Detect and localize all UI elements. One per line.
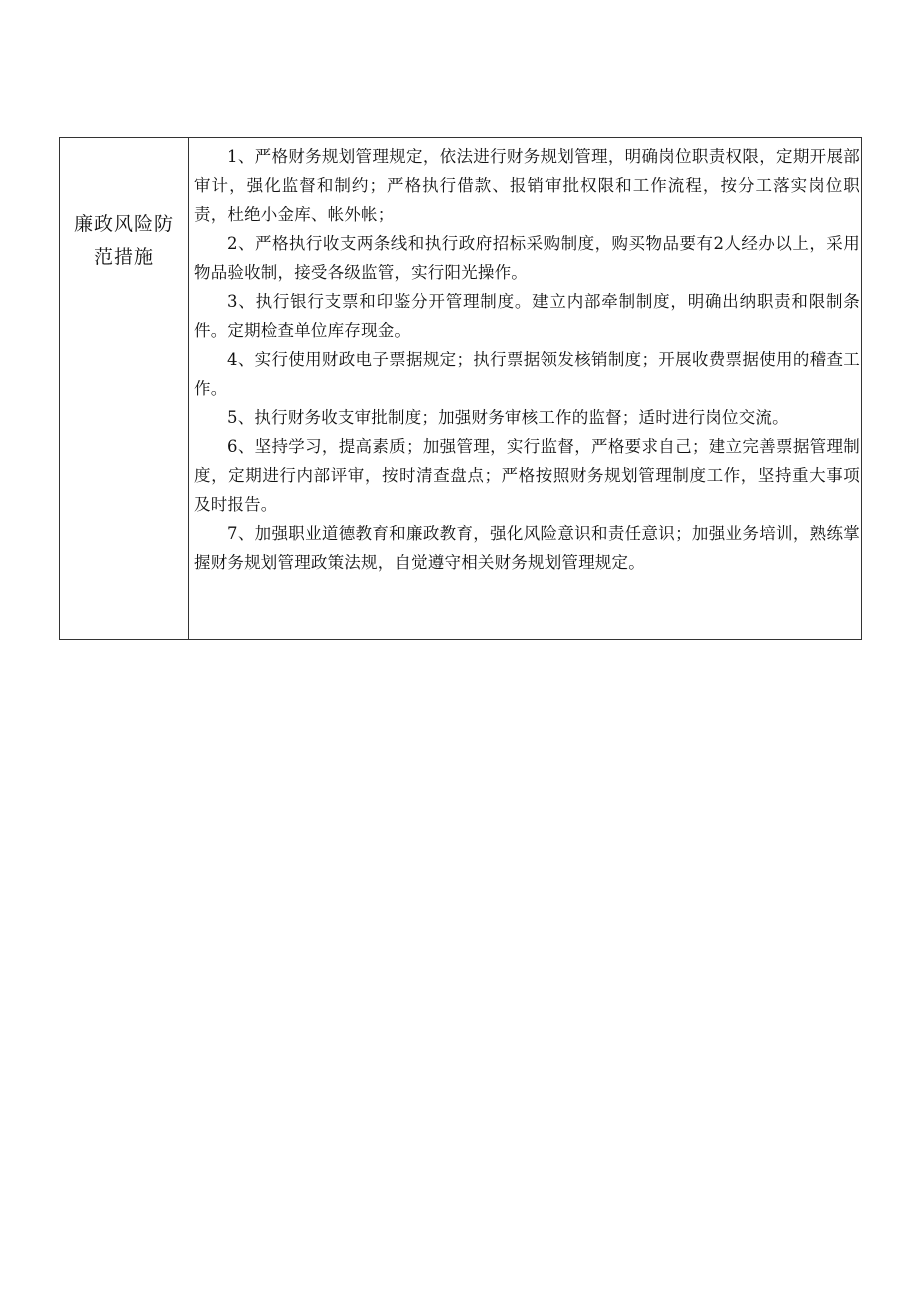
measure-item-6: 6、坚持学习，提高素质；加强管理，实行监督，严格要求自己；建立完善票据管理制度，定期进行内部评审，按时清查盘点；严格按照财务规划管理制度工作，坚持重大事项及时报告。: [194, 437, 860, 514]
measure-item-5: 5、执行财务收支审批制度；加强财务审核工作的监督；适时进行岗位交流。: [227, 408, 789, 427]
risk-measures-table: [59, 137, 862, 640]
measure-item-1: 1、严格财务规划管理规定，依法进行财务规划管理，明确岗位职责权限，定期开展部审计，强化监督和制约；严格执行借款、报销审批权限和工作流程，按分工落实岗位职责，杜绝小金库、帐外帐；: [194, 147, 860, 224]
measure-item-7: 7、加强职业道德教育和廉政教育，强化风险意识和责任意识；加强业务培训，熟练掌握财务规划管理政策法规，自觉遵守相关财务规划管理规定。: [194, 524, 860, 572]
row-label: 廉政风险防范措施: [73, 213, 174, 268]
measure-item-3: 3、执行银行支票和印鉴分开管理制度。建立内部牵制制度，明确出纳职责和限制条件。定期检查单位库存现金。: [194, 292, 860, 340]
table-row: [60, 138, 862, 640]
measure-item-2: 2、严格执行收支两条线和执行政府招标采购制度，购买物品要有2人经办以上，采用物品验收制，接受各级监管，实行阳光操作。: [194, 234, 860, 282]
content-cell: [189, 138, 862, 640]
measure-item-4: 4、实行使用财政电子票据规定；执行票据领发核销制度；开展收费票据使用的稽查工作。: [194, 350, 860, 398]
label-cell: [60, 138, 189, 640]
measures-text: [189, 138, 860, 577]
